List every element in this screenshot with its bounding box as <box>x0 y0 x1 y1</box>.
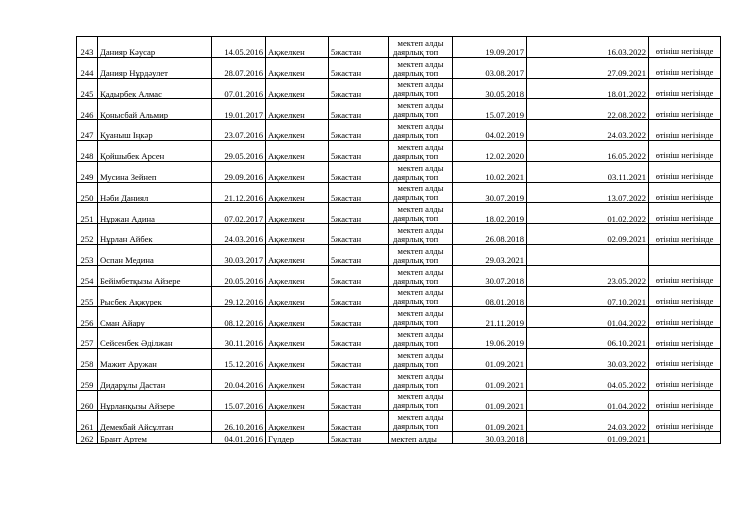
group-line-2: даярлық топ <box>393 379 439 390</box>
table-row <box>77 120 721 141</box>
row-number: 255 <box>77 286 98 307</box>
departure-date: 02.09.2021 <box>527 224 649 245</box>
basis-note: өтініш негізінде <box>649 99 721 120</box>
basis-note <box>649 244 721 265</box>
admission-date: 01.09.2021 <box>453 369 527 390</box>
settlement: Ақжелкен <box>266 120 329 141</box>
table-row <box>77 286 721 307</box>
group-line-1: мектеп алды <box>397 37 444 48</box>
row-number: 252 <box>77 224 98 245</box>
birth-date: 30.11.2016 <box>212 328 266 349</box>
group-line-2: даярлық топ <box>393 129 439 140</box>
admission-date: 30.05.2018 <box>453 78 527 99</box>
basis-note: өтініш негізінде <box>649 120 721 141</box>
admission-date: 30.03.2018 <box>453 432 527 444</box>
age-group: 5жастан <box>329 390 389 411</box>
row-number: 259 <box>77 369 98 390</box>
age-group: 5жастан <box>329 244 389 265</box>
admission-date: 19.06.2019 <box>453 328 527 349</box>
table-row <box>77 390 721 411</box>
child-name: Рысбек Ақжүрек <box>98 286 212 307</box>
group-line-1: мектеп алды <box>397 183 444 194</box>
child-name: Мажит Аружан <box>98 348 212 369</box>
group-cell <box>389 120 453 141</box>
table-row <box>77 432 721 444</box>
departure-date: 16.03.2022 <box>527 37 649 58</box>
table-row <box>77 99 721 120</box>
birth-date: 07.02.2017 <box>212 203 266 224</box>
group-line-1: мектеп алды <box>397 120 444 131</box>
birth-date: 15.07.2016 <box>212 390 266 411</box>
age-group: 5жастан <box>329 182 389 203</box>
group-line-1: мектеп алды <box>397 287 444 298</box>
settlement: Ақжелкен <box>266 78 329 99</box>
group-line-1: мектеп алды <box>397 58 444 69</box>
row-number: 260 <box>77 390 98 411</box>
settlement: Ақжелкен <box>266 328 329 349</box>
group-line-1: мектеп алды <box>397 391 444 402</box>
departure-date: 01.09.2021 <box>527 432 649 444</box>
child-name: Сейсенбек Әділжан <box>98 328 212 349</box>
table-row <box>77 182 721 203</box>
age-group: 5жастан <box>329 57 389 78</box>
age-group: 5жастан <box>329 328 389 349</box>
child-name: Қуаныш Іңкәр <box>98 120 212 141</box>
admission-date: 04.02.2019 <box>453 120 527 141</box>
child-name: Дидарұлы Дастан <box>98 369 212 390</box>
birth-date: 29.12.2016 <box>212 286 266 307</box>
group-line-2: даярлық топ <box>393 109 439 120</box>
group-line-2: даярлық топ <box>393 275 439 286</box>
group-line-2: даярлық топ <box>393 192 439 203</box>
birth-date: 24.03.2016 <box>212 224 266 245</box>
row-number: 262 <box>77 432 98 444</box>
basis-note: өтініш негізінде <box>649 307 721 328</box>
group-line-2: даярлық топ <box>393 88 439 99</box>
basis-note: өтініш негізінде <box>649 78 721 99</box>
group-line-1: мектеп алды <box>397 100 444 111</box>
table-row <box>77 224 721 245</box>
departure-date: 27.09.2021 <box>527 57 649 78</box>
age-group: 5жастан <box>329 78 389 99</box>
group-line-2: даярлық топ <box>393 400 439 411</box>
settlement: Ақжелкен <box>266 224 329 245</box>
group-line-2: даярлық топ <box>393 421 439 432</box>
group-cell <box>389 203 453 224</box>
birth-date: 08.12.2016 <box>212 307 266 328</box>
group-line-2: даярлық топ <box>393 150 439 161</box>
settlement: Ақжелкен <box>266 161 329 182</box>
group-line-1: мектеп алды <box>397 79 444 90</box>
group-cell <box>389 78 453 99</box>
row-number: 244 <box>77 57 98 78</box>
admission-date: 01.09.2021 <box>453 348 527 369</box>
group-line-2: даярлық топ <box>393 358 439 369</box>
departure-date: 24.03.2022 <box>527 120 649 141</box>
group-line-2: даярлық топ <box>393 337 439 348</box>
group-line-1: мектеп алды <box>397 349 444 360</box>
admission-date: 01.09.2021 <box>453 390 527 411</box>
admission-date: 12.02.2020 <box>453 140 527 161</box>
birth-date: 23.07.2016 <box>212 120 266 141</box>
roster-body <box>77 37 721 444</box>
group-cell <box>389 140 453 161</box>
birth-date: 21.12.2016 <box>212 182 266 203</box>
admission-date: 21.11.2019 <box>453 307 527 328</box>
settlement: Ақжелкен <box>266 265 329 286</box>
row-number: 253 <box>77 244 98 265</box>
group-line-1: мектеп алды <box>397 328 444 339</box>
departure-date <box>527 244 649 265</box>
settlement: Ақжелкен <box>266 244 329 265</box>
child-name: Мусина Зейнеп <box>98 161 212 182</box>
basis-note: өтініш негізінде <box>649 203 721 224</box>
basis-note: өтініш негізінде <box>649 182 721 203</box>
child-name: Бейімбетқызы Айзере <box>98 265 212 286</box>
basis-note: өтініш негізінде <box>649 57 721 78</box>
basis-note: өтініш негізінде <box>649 161 721 182</box>
group-cell <box>389 307 453 328</box>
group-line-2: даярлық топ <box>393 317 439 328</box>
child-name: Оспан Медина <box>98 244 212 265</box>
admission-date: 08.01.2018 <box>453 286 527 307</box>
departure-date: 01.04.2022 <box>527 390 649 411</box>
group-line-2: даярлық топ <box>393 233 439 244</box>
child-name: Нұрланқызы Айзере <box>98 390 212 411</box>
birth-date: 07.01.2016 <box>212 78 266 99</box>
row-number: 249 <box>77 161 98 182</box>
basis-note: өтініш негізінде <box>649 140 721 161</box>
group-cell <box>389 411 453 432</box>
row-number: 245 <box>77 78 98 99</box>
group-line-2: даярлық топ <box>393 67 439 78</box>
row-number: 243 <box>77 37 98 58</box>
admission-date: 30.07.2019 <box>453 182 527 203</box>
basis-note: өтініш негізінде <box>649 328 721 349</box>
group-line-1: мектеп алды <box>397 370 444 381</box>
table-row <box>77 203 721 224</box>
group-line-2: даярлық топ <box>393 213 439 224</box>
group-line-2: даярлық топ <box>393 296 439 307</box>
birth-date: 14.05.2016 <box>212 37 266 58</box>
child-name: Сман Айару <box>98 307 212 328</box>
departure-date: 04.05.2022 <box>527 369 649 390</box>
departure-date: 06.10.2021 <box>527 328 649 349</box>
basis-note <box>649 432 721 444</box>
departure-date: 23.05.2022 <box>527 265 649 286</box>
row-number: 248 <box>77 140 98 161</box>
child-name: Қойшыбек Арсен <box>98 140 212 161</box>
table-row <box>77 244 721 265</box>
departure-date: 07.10.2021 <box>527 286 649 307</box>
admission-date: 18.02.2019 <box>453 203 527 224</box>
table-row <box>77 37 721 58</box>
group-cell <box>389 369 453 390</box>
group-cell <box>389 224 453 245</box>
table-row <box>77 369 721 390</box>
group-line-1: мектеп алды <box>397 412 444 423</box>
table-row <box>77 328 721 349</box>
settlement: Ақжелкен <box>266 390 329 411</box>
age-group: 5жастан <box>329 120 389 141</box>
age-group: 5жастан <box>329 140 389 161</box>
group-line-2: даярлық топ <box>393 171 439 182</box>
age-group: 5жастан <box>329 265 389 286</box>
age-group: 5жастан <box>329 348 389 369</box>
settlement: Ақжелкен <box>266 57 329 78</box>
child-name: Қонысбай Альмир <box>98 99 212 120</box>
group-line-1: мектеп алды <box>397 162 444 173</box>
settlement: Ақжелкен <box>266 182 329 203</box>
group-cell <box>389 348 453 369</box>
basis-note: өтініш негізінде <box>649 37 721 58</box>
row-number: 250 <box>77 182 98 203</box>
admission-date: 03.08.2017 <box>453 57 527 78</box>
age-group: 5жастан <box>329 99 389 120</box>
departure-date: 22.08.2022 <box>527 99 649 120</box>
row-number: 246 <box>77 99 98 120</box>
row-number: 247 <box>77 120 98 141</box>
settlement: Ақжелкен <box>266 99 329 120</box>
group-cell <box>389 99 453 120</box>
admission-date: 30.07.2018 <box>453 265 527 286</box>
group-line-1: мектеп алды <box>397 308 444 319</box>
child-name: Данияр Нұрдәулет <box>98 57 212 78</box>
birth-date: 20.04.2016 <box>212 369 266 390</box>
group-cell <box>389 328 453 349</box>
settlement: Ақжелкен <box>266 286 329 307</box>
settlement: Ақжелкен <box>266 411 329 432</box>
departure-date: 03.11.2021 <box>527 161 649 182</box>
table-row <box>77 265 721 286</box>
group-line-1: мектеп алды <box>397 224 444 235</box>
table-row <box>77 411 721 432</box>
group-cell <box>389 57 453 78</box>
birth-date: 19.01.2017 <box>212 99 266 120</box>
table-row <box>77 161 721 182</box>
birth-date: 30.03.2017 <box>212 244 266 265</box>
departure-date: 16.05.2022 <box>527 140 649 161</box>
group-line-1: мектеп алды <box>397 245 444 256</box>
departure-date: 01.04.2022 <box>527 307 649 328</box>
basis-note: өтініш негізінде <box>649 390 721 411</box>
child-name: Брант Артем <box>98 432 212 444</box>
child-name: Данияр Кәусар <box>98 37 212 58</box>
children-roster-table <box>76 36 721 444</box>
basis-note: өтініш негізінде <box>649 369 721 390</box>
departure-date: 13.07.2022 <box>527 182 649 203</box>
departure-date: 30.03.2022 <box>527 348 649 369</box>
age-group: 5жастан <box>329 286 389 307</box>
age-group: 5жастан <box>329 224 389 245</box>
age-group: 5жастан <box>329 369 389 390</box>
group-line-2: даярлық топ <box>393 46 439 57</box>
table-row <box>77 348 721 369</box>
admission-date: 01.09.2021 <box>453 411 527 432</box>
child-name: Демекбай Айсұлтан <box>98 411 212 432</box>
birth-date: 29.05.2016 <box>212 140 266 161</box>
settlement: Ақжелкен <box>266 348 329 369</box>
table-row <box>77 57 721 78</box>
age-group: 5жастан <box>329 307 389 328</box>
child-name: Нәби Даниял <box>98 182 212 203</box>
birth-date: 28.07.2016 <box>212 57 266 78</box>
row-number: 257 <box>77 328 98 349</box>
birth-date: 15.12.2016 <box>212 348 266 369</box>
birth-date: 29.09.2016 <box>212 161 266 182</box>
admission-date: 10.02.2021 <box>453 161 527 182</box>
group-cell: мектеп алды <box>389 432 453 444</box>
group-cell <box>389 37 453 58</box>
admission-date: 19.09.2017 <box>453 37 527 58</box>
child-name: Қадырбек Алмас <box>98 78 212 99</box>
group-cell <box>389 286 453 307</box>
row-number: 256 <box>77 307 98 328</box>
group-cell <box>389 390 453 411</box>
admission-date: 26.08.2018 <box>453 224 527 245</box>
age-group: 5жастан <box>329 161 389 182</box>
group-line-1: мектеп алды <box>397 204 444 215</box>
row-number: 251 <box>77 203 98 224</box>
row-number: 254 <box>77 265 98 286</box>
group-line-1: мектеп алды <box>397 141 444 152</box>
age-group: 5жастан <box>329 37 389 58</box>
birth-date: 04.01.2016 <box>212 432 266 444</box>
age-group: 5жастан <box>329 411 389 432</box>
row-number: 261 <box>77 411 98 432</box>
basis-note: өтініш негізінде <box>649 265 721 286</box>
departure-date: 24.03.2022 <box>527 411 649 432</box>
group-line-2: даярлық топ <box>393 254 439 265</box>
settlement: Ақжелкен <box>266 37 329 58</box>
group-cell <box>389 182 453 203</box>
group-cell <box>389 161 453 182</box>
departure-date: 01.02.2022 <box>527 203 649 224</box>
settlement: Ақжелкен <box>266 203 329 224</box>
admission-date: 29.03.2021 <box>453 244 527 265</box>
settlement: Ақжелкен <box>266 369 329 390</box>
basis-note: өтініш негізінде <box>649 348 721 369</box>
departure-date: 18.01.2022 <box>527 78 649 99</box>
row-number: 258 <box>77 348 98 369</box>
child-name: Нұржан Адина <box>98 203 212 224</box>
birth-date: 26.10.2016 <box>212 411 266 432</box>
table-row <box>77 307 721 328</box>
group-cell <box>389 244 453 265</box>
table-row <box>77 78 721 99</box>
settlement: Гүлдер <box>266 432 329 444</box>
settlement: Ақжелкен <box>266 307 329 328</box>
basis-note: өтініш негізінде <box>649 411 721 432</box>
child-name: Нұрлан Айбек <box>98 224 212 245</box>
group-line-1: мектеп алды <box>397 266 444 277</box>
basis-note: өтініш негізінде <box>649 286 721 307</box>
group-cell <box>389 265 453 286</box>
table-row <box>77 140 721 161</box>
admission-date: 15.07.2019 <box>453 99 527 120</box>
birth-date: 20.05.2016 <box>212 265 266 286</box>
age-group: 5жастан <box>329 203 389 224</box>
age-group: 5жастан <box>329 432 389 444</box>
basis-note: өтініш негізінде <box>649 224 721 245</box>
settlement: Ақжелкен <box>266 140 329 161</box>
